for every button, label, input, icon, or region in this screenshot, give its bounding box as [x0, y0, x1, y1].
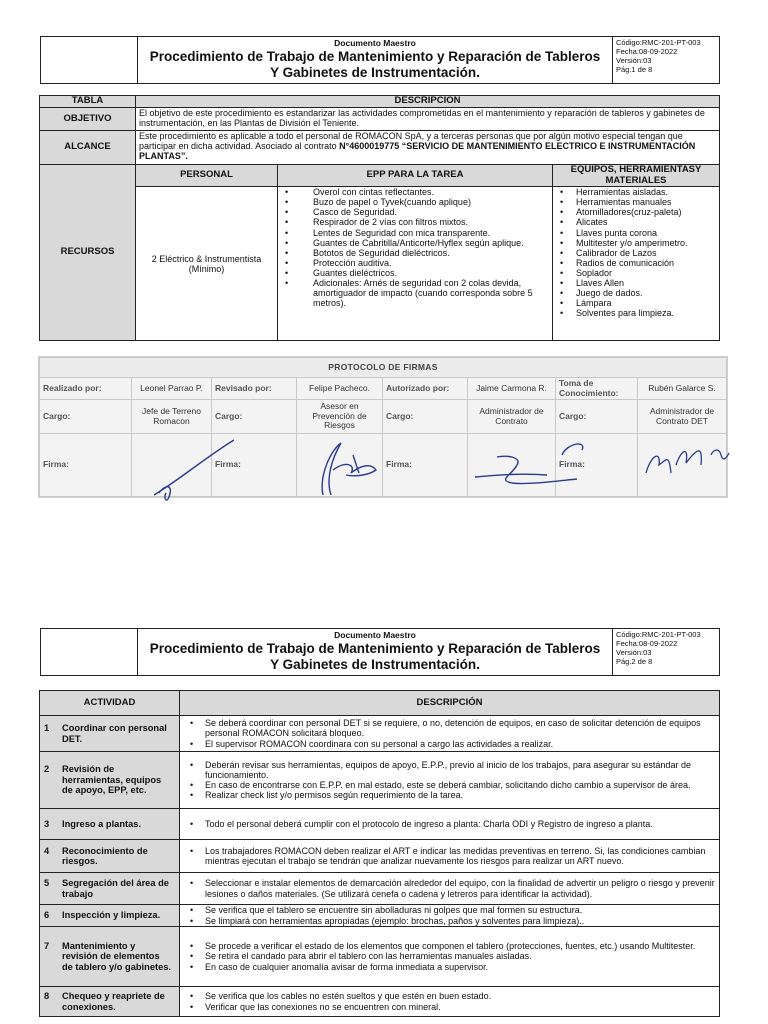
epp-item: • Guantes dieléctricos. [279, 268, 551, 278]
doc-version-2: Versión:03 [616, 647, 652, 657]
activity-description [180, 752, 720, 809]
activity-row [40, 873, 720, 905]
cargo-label-2: Cargo: [212, 400, 297, 434]
doc-meta [613, 37, 720, 84]
autorizado-name: Jaime Carmona R. [468, 378, 556, 400]
col-descripcion-2: DESCRIPCIÓN [180, 691, 720, 716]
activity-number: 3 [44, 818, 50, 829]
activity-number: 6 [44, 910, 50, 921]
cargo-3: Administrador de Contrato [468, 400, 556, 434]
activity-bullet: • Se verifica que el tablero se encuentre sin abolladuras ni golpes que mal formen su estructura. [183, 905, 716, 915]
epp-list [279, 187, 551, 308]
activity-cell [40, 927, 180, 987]
activity-bullet: • Se verifica que los cables no estén sueltos y que estén en buen estado. [183, 991, 716, 1001]
firma-label-4: Firma: [556, 434, 638, 497]
firma-label-3: Firma: [383, 434, 468, 497]
col-equipos: EQUIPOS, HERRAMIENTASY MATERIALES [553, 165, 720, 187]
activity-cell [40, 752, 180, 809]
activity-description [180, 716, 720, 752]
activity-name: Mantenimiento y revisión de elementos de tablero y/o gabinetes. [62, 940, 172, 972]
activity-cell [40, 840, 180, 873]
firma-label-1: Firma: [40, 434, 132, 497]
epp-item: • Casco de Seguridad. [279, 207, 551, 217]
activity-cell [40, 809, 180, 840]
activity-description [180, 840, 720, 873]
doc-page: Pág.1 de 8 [616, 64, 653, 74]
activity-number: 1 [44, 723, 50, 734]
activity-row [40, 809, 720, 840]
recursos-label: RECURSOS [40, 165, 136, 341]
equipos-item: • Soplador [554, 268, 718, 278]
activity-bullets [183, 878, 716, 898]
activity-description [180, 873, 720, 905]
activity-number: 2 [44, 764, 50, 775]
activity-bullets [183, 819, 716, 829]
cargo-label-3: Cargo: [383, 400, 468, 434]
doc-type-2: Documento Maestro [334, 629, 416, 640]
toma-name: Rubén Galarce S. [638, 378, 727, 400]
activity-name: Ingreso a plantas. [62, 818, 142, 829]
activity-bullet: • Realizar check list y/o permisos según requerimiento de la tarea. [183, 790, 716, 800]
epp-item: • Adicionales: Arnés de seguridad con 2 colas devida, amortiguador de impacto (cuando corresponda sobre 5 metros). [279, 278, 551, 308]
activity-row [40, 927, 720, 987]
activity-description [180, 987, 720, 1017]
activity-row [40, 840, 720, 873]
epp-item: • Bototos de Seguridad dieléctricos. [279, 248, 551, 258]
equipos-item: • Juego de dados. [554, 288, 718, 298]
activity-description [180, 905, 720, 927]
activity-bullet: • En caso de cualquier anomalía avisar de forma inmediata a supervisor. [183, 962, 716, 972]
doc-meta-2 [613, 629, 720, 676]
doc-type: Documento Maestro [334, 37, 416, 48]
activity-row [40, 752, 720, 809]
doc-title-line1-2: Procedimiento de Trabajo de Mantenimiento y Reparación de Tableros [149, 641, 601, 657]
alcance-cell [136, 131, 720, 165]
toma-label: Toma de Conocimiento: [556, 378, 638, 400]
equipos-item: • Multitester y/o amperimetro. [554, 238, 718, 248]
activity-bullets [183, 718, 716, 748]
col-epp: EPP PARA LA TAREA [278, 165, 553, 187]
activity-bullet: • Deberán revisar sus herramientas, equipos de apoyo, E.P.P., previo al inicio de los trabajos, para asegurar su estándar de funcionamiento. [183, 760, 716, 780]
equipos-item: • Llaves Allen [554, 278, 718, 288]
equipos-cell [553, 187, 720, 341]
doc-code-2: Código:RMC-201-PT-003 [616, 630, 701, 639]
equipos-item: • Herramientas manuales [554, 197, 718, 207]
epp-item: • Guantes de Cabritilla/Anticorte/Hyflex según aplique. [279, 238, 551, 248]
equipos-item: • Llaves punta corona [554, 228, 718, 238]
col-descripcion: DESCRIPCION [136, 96, 720, 108]
cargo-4: Administrador de Contrato DET [638, 400, 727, 434]
cargo-1: Jefe de Terreno Romacon [132, 400, 212, 434]
doc-page-2: Pág.2 de 8 [616, 656, 653, 666]
page2-header [40, 628, 720, 676]
activity-bullet: • Verificar que las conexiones no se encuentren con mineral. [183, 1002, 716, 1012]
firma-label-2: Firma: [212, 434, 297, 497]
signature-4 [641, 435, 731, 485]
realizado-label: Realizado por: [40, 378, 132, 400]
equipos-item: • Radios de comunicación [554, 258, 718, 268]
alcance-contract: N°4600019775 “SERVICIO DE MANTENIMIENTO ELECTRICO E INSTRUMENTACIÓN PLANTAS”. [139, 141, 696, 162]
doc-date: Fecha:08-09-2022 [616, 46, 678, 56]
signature-2 [301, 435, 391, 500]
epp-item: • Protección auditiva. [279, 258, 551, 268]
activity-cell [40, 716, 180, 752]
activity-name: Coordinar con personal DET. [62, 723, 167, 744]
alcance-text: Este procedimiento es aplicable a todo el personal de ROMACON SpA, y a terceras personas que por algún motivo especial tengan que participar en dicha actividad. Asociado al contrato [139, 131, 683, 152]
activity-bullet: • Los trabajadores ROMACON deben realizar el ART e indicar las medidas preventivas en terreno. Si, las condiciones cambian mientras ejecutan el trabajo se tendrán que analizar nuevamente los riesgos para realizar un ART nuevo. [183, 846, 716, 866]
activity-name: Reconocimiento de riesgos. [62, 845, 148, 866]
objetivo-label: OBJETIVO [40, 108, 136, 131]
equipos-item: • Solventes para limpieza. [554, 308, 718, 318]
equipos-item: • Alicates [554, 217, 718, 227]
activity-number: 8 [44, 991, 50, 1002]
equipos-item: • Lámpara [554, 298, 718, 308]
activity-name: Revisión de herramientas, equipos de apoyo, EPP, etc. [62, 764, 162, 796]
epp-item: • Lentes de Seguridad con mica transparente. [279, 228, 551, 238]
activity-bullets [183, 846, 716, 866]
activity-bullets [183, 941, 716, 971]
activity-bullet: • Se retira el candado para abrir el tablero con las herramientas manuales aisladas. [183, 951, 716, 961]
epp-item: • Overol con cintas reflectantes. [279, 187, 551, 197]
activity-bullet: • El supervisor ROMACON coordinara con su personal a cargo las actividades a realizar. [183, 739, 716, 749]
doc-title-line2: Y Gabinetes de Instrumentación. [270, 65, 480, 81]
realizado-name: Leonel Parrao P. [132, 378, 212, 400]
activity-bullet: • En caso de encontrarse con E.P.P. en mal estado, este se deberá cambiar, solicitando dicho cambio a supervisor de área. [183, 780, 716, 790]
activity-number: 7 [44, 940, 50, 951]
doc-code: Código:RMC-201-PT-003 [616, 38, 701, 47]
doc-title-line2-2: Y Gabinetes de Instrumentación. [270, 657, 480, 673]
equipos-item: • Atornilladores(cruz-paleta) [554, 207, 718, 217]
activity-row [40, 905, 720, 927]
activity-name: Segregación del área de trabajo [62, 878, 169, 899]
epp-cell [278, 187, 553, 341]
signature-1 [139, 435, 249, 505]
col-tabla: TABLA [40, 96, 136, 108]
logo-cell-2 [41, 629, 138, 676]
activity-cell [40, 987, 180, 1017]
personal-text: 2 Eléctrico & Instrumentista (Mínimo) [136, 187, 278, 341]
equipos-list [554, 187, 718, 318]
activity-bullet: • Se procede a verificar el estado de los elementos que componen el tablero (protecciones, fuentes, etc.) usando Multitester. [183, 941, 716, 951]
doc-title-line1: Procedimiento de Trabajo de Mantenimiento y Reparación de Tableros [149, 49, 601, 65]
activity-number: 5 [44, 878, 50, 889]
alcance-label: ALCANCE [40, 131, 136, 165]
doc-date-2: Fecha:08-09-2022 [616, 638, 678, 648]
activity-bullets [183, 760, 716, 800]
activity-bullet: • Se limpiará con herramientas apropiadas (ejemplo: brochas, paños y solventes para limpieza).. [183, 916, 716, 926]
epp-item: • Respirador de 2 vías con filtros mixtos. [279, 217, 551, 227]
col-personal: PERSONAL [136, 165, 278, 187]
activity-bullet: • Seleccionar e instalar elementos de demarcación alrededor del equipo, con la finalidad de advertir un peligro o riesgo y prevenir lesiones o daños materiales. (Se utilizará cenefa o cadena y letreros para identificar la actividad). [183, 878, 716, 898]
equipos-item: • Calibrador de Lazos [554, 248, 718, 258]
signature-title: PROTOCOLO DE FIRMAS [40, 358, 727, 378]
activity-description [180, 927, 720, 987]
activity-bullet: • Se deberá coordinar con personal DET si se requiere, o no, detención de equipos, en caso de solicitar detención de equipos personal ROMACON solicitará bloqueo. [183, 718, 716, 738]
activity-bullets [183, 991, 716, 1011]
activity-description [180, 809, 720, 840]
activity-bullet: • Todo el personal deberá cumplir con el protocolo de ingreso a planta: Charla ODI y Registro de ingreso a planta. [183, 819, 716, 829]
activity-name: Chequeo y reapriete de conexiones. [62, 991, 165, 1012]
signature-3 [467, 435, 597, 495]
page1-table [39, 95, 720, 341]
autorizado-label: Autorizado por: [383, 378, 468, 400]
col-actividad: ACTIVIDAD [40, 691, 180, 716]
header-title-cell-2 [138, 629, 613, 676]
header-title-cell [138, 37, 613, 84]
page2-activity-table [39, 690, 720, 1017]
revisado-label: Revisado por: [212, 378, 297, 400]
activity-name: Inspección y limpieza. [62, 910, 161, 921]
epp-item: • Buzo de papel o Tyvek(cuando aplique) [279, 197, 551, 207]
activity-cell [40, 873, 180, 905]
activity-row [40, 716, 720, 752]
cargo-label-4: Cargo: [556, 400, 638, 434]
objetivo-text: El objetivo de este procedimiento es estandarizar las actividades comprometidas en el mantenimiento y reparación de tableros y gabinetes de instrumentación, en las Plantas de División el Teniente. [136, 108, 720, 131]
activity-number: 4 [44, 845, 50, 856]
doc-version: Versión:03 [616, 55, 652, 65]
cargo-label-1: Cargo: [40, 400, 132, 434]
page1-header [40, 36, 720, 84]
logo-cell [41, 37, 138, 84]
activity-row [40, 987, 720, 1017]
revisado-name: Felipe Pacheco. [297, 378, 383, 400]
signature-protocol [38, 356, 728, 498]
activity-bullets [183, 905, 716, 925]
activity-cell [40, 905, 180, 927]
equipos-item: • Herramientas aisladas. [554, 187, 718, 197]
cargo-2: Asesor en Prevención de Riesgos [297, 400, 383, 434]
